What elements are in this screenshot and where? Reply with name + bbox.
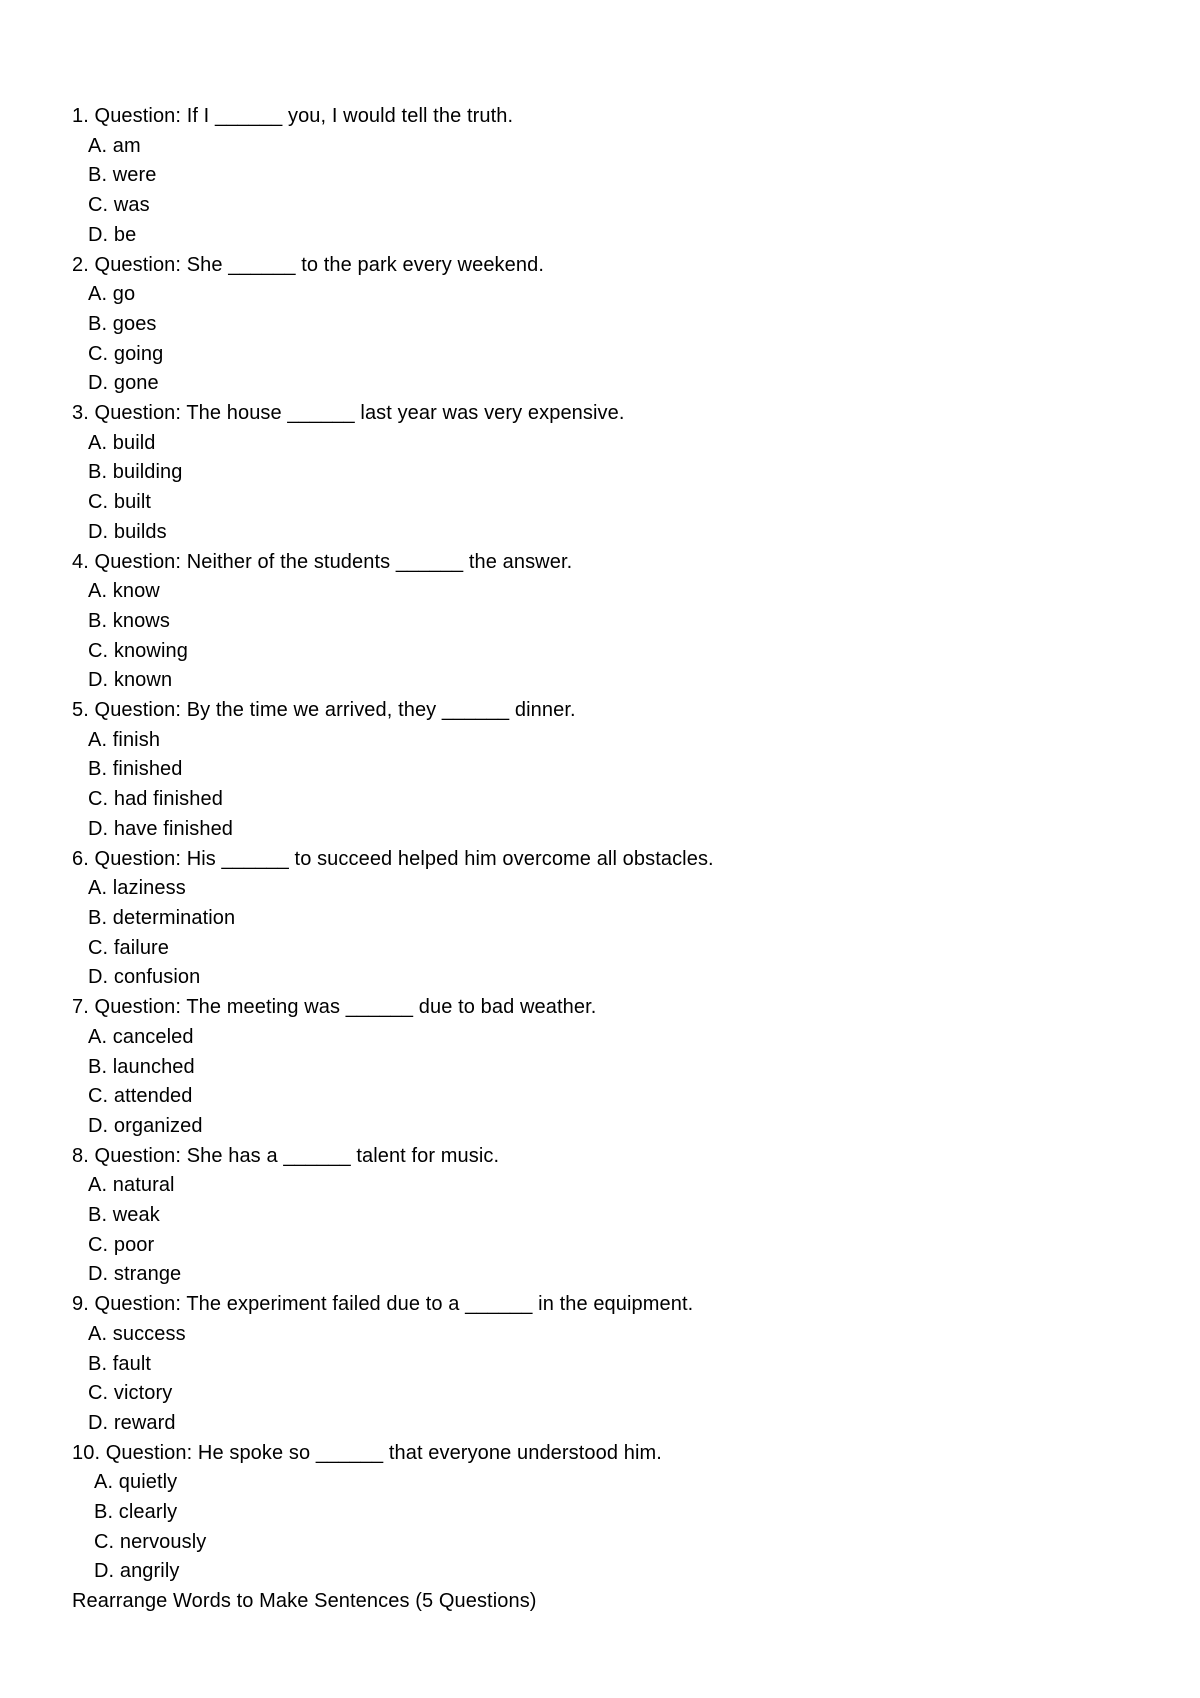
option-b: B. clearly <box>94 1501 178 1524</box>
option-d: D. known <box>88 669 173 692</box>
question-block <box>72 251 1132 400</box>
option-list <box>72 874 1132 993</box>
option-d: D. gone <box>88 372 159 395</box>
option-c: C. victory <box>88 1382 173 1405</box>
question-block <box>72 1142 1132 1291</box>
option-d: D. be <box>88 223 137 246</box>
option-b: B. knows <box>88 609 170 632</box>
option-c: C. built <box>88 491 152 514</box>
question-block <box>72 548 1132 697</box>
question-block <box>72 993 1132 1142</box>
option-c: C. poor <box>88 1233 155 1256</box>
option-c: C. attended <box>88 1085 193 1108</box>
option-a: A. success <box>88 1322 186 1345</box>
question-block <box>72 1439 1132 1588</box>
option-b: B. weak <box>88 1204 160 1227</box>
question-block <box>72 696 1132 845</box>
option-c: C. failure <box>88 936 170 959</box>
option-b: B. fault <box>88 1352 152 1375</box>
option-d: D. confusion <box>88 966 201 989</box>
option-a: A. quietly <box>94 1471 178 1494</box>
option-c: C. had finished <box>88 788 223 811</box>
option-d: D. reward <box>88 1411 176 1434</box>
option-list <box>72 726 1132 845</box>
option-a: A. go <box>88 283 136 306</box>
option-list <box>72 1023 1132 1142</box>
option-a: A. know <box>88 580 160 603</box>
question-text: 10. Question: He spoke so ______ that everyone understood him. <box>72 1441 662 1464</box>
option-a: A. finish <box>88 728 161 751</box>
option-c: C. going <box>88 342 164 365</box>
question-text: 8. Question: She has a ______ talent for music. <box>72 1144 500 1167</box>
question-block <box>72 399 1132 548</box>
option-c: C. was <box>88 194 150 217</box>
option-d: D. strange <box>88 1263 182 1286</box>
option-a: A. am <box>88 134 141 157</box>
section-heading: Rearrange Words to Make Sentences (5 Questions) <box>72 1590 537 1613</box>
option-list <box>72 132 1132 251</box>
question-text: 4. Question: Neither of the students ______ the answer. <box>72 550 573 573</box>
question-block <box>72 1290 1132 1439</box>
question-text: 1. Question: If I ______ you, I would tell the truth. <box>72 105 514 127</box>
option-d: D. organized <box>88 1114 203 1137</box>
option-b: B. goes <box>88 312 157 335</box>
option-b: B. finished <box>88 758 183 781</box>
option-a: A. canceled <box>88 1025 194 1048</box>
option-b: B. launched <box>88 1055 195 1078</box>
option-b: B. determination <box>88 906 236 929</box>
option-d: D. builds <box>88 520 167 543</box>
option-c: C. knowing <box>88 639 188 662</box>
option-a: A. build <box>88 431 156 454</box>
option-d: D. angrily <box>94 1560 180 1583</box>
question-text: 5. Question: By the time we arrived, they ______ dinner. <box>72 699 576 722</box>
quiz-content <box>72 102 1132 1617</box>
option-d: D. have finished <box>88 817 234 840</box>
option-list <box>72 577 1132 696</box>
question-text: 6. Question: His ______ to succeed helped him overcome all obstacles. <box>72 847 714 870</box>
option-list <box>72 1171 1132 1290</box>
option-list <box>72 1468 1132 1587</box>
option-c: C. nervously <box>94 1530 207 1553</box>
option-a: A. laziness <box>88 877 186 900</box>
option-list <box>72 429 1132 548</box>
option-list <box>72 1320 1132 1439</box>
option-b: B. building <box>88 461 183 484</box>
question-text: 7. Question: The meeting was ______ due to bad weather. <box>72 996 597 1019</box>
option-a: A. natural <box>88 1174 175 1197</box>
option-b: B. were <box>88 164 157 187</box>
question-block <box>72 102 1132 251</box>
question-text: 2. Question: She ______ to the park every weekend. <box>72 253 544 276</box>
question-text: 3. Question: The house ______ last year was very expensive. <box>72 402 625 425</box>
question-block <box>72 845 1132 994</box>
question-text: 9. Question: The experiment failed due to a ______ in the equipment. <box>72 1293 694 1316</box>
option-list <box>72 280 1132 399</box>
